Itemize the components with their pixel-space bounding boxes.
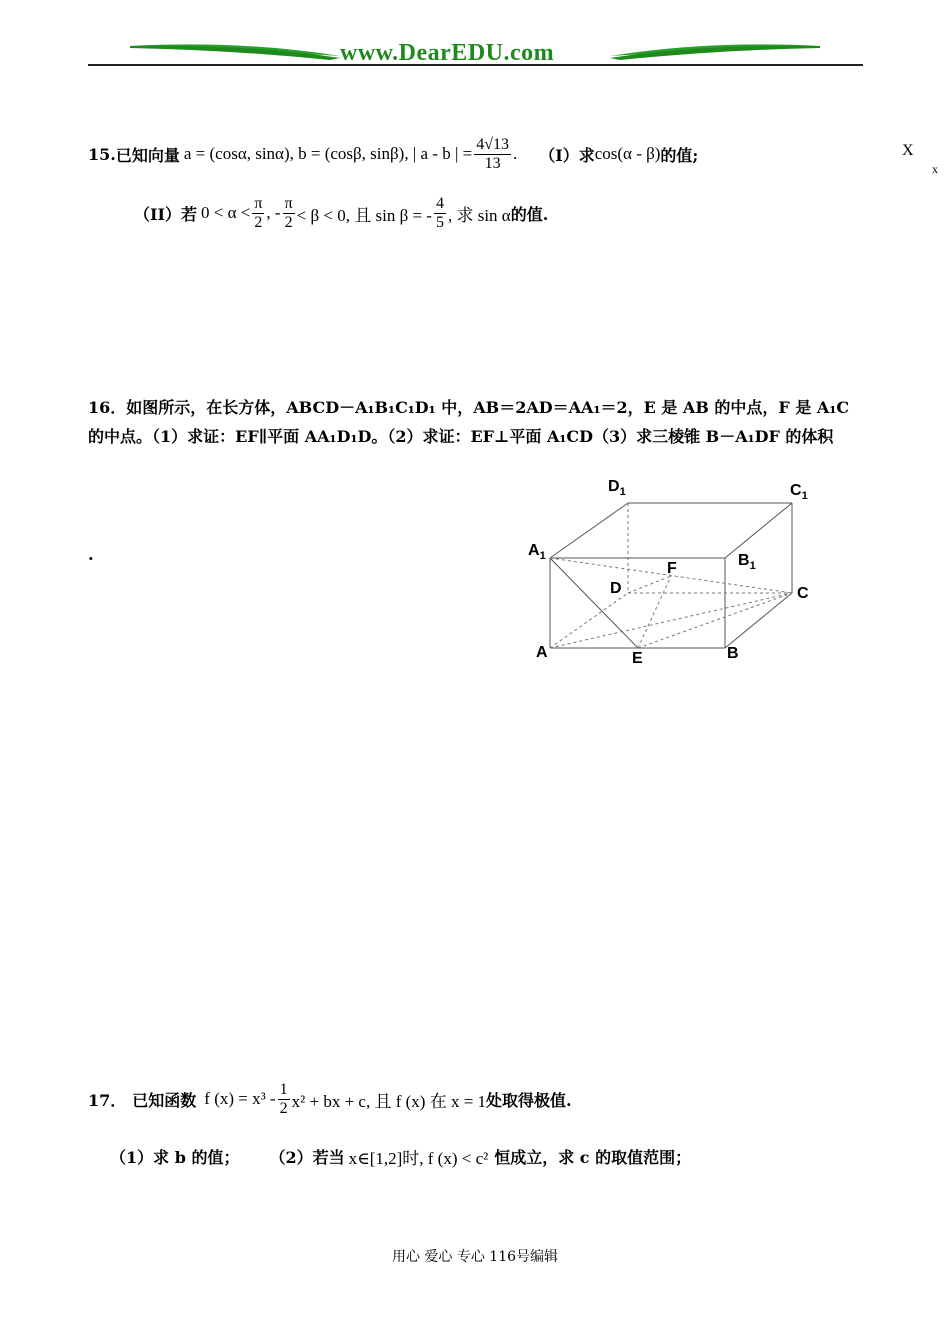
q16-line1: 16．如图所示，在长方体，ABCD－A₁B₁C₁D₁ 中，AB＝2AD＝AA₁＝2，E 是 AB 的中点，F 是 A₁C: [88, 398, 850, 417]
stray-x-upper: X: [902, 142, 914, 159]
label-sub: 1: [619, 486, 626, 499]
label-sub: 1: [801, 490, 808, 503]
label-D: D: [610, 580, 622, 597]
q17-line2: [110, 1140, 830, 1172]
q15-part2-label: （II）若: [134, 204, 197, 224]
q15-part2-expr-a: 0 < α <: [200, 203, 251, 222]
frac-den: 2: [284, 213, 293, 231]
q15-part2-expr-b: < β < 0, 且 sin β = -: [296, 205, 432, 225]
q15-number: 15.: [88, 144, 116, 164]
header-rule: [88, 64, 863, 66]
q15-period: .: [512, 144, 518, 163]
q15-part1-label: （I）求: [539, 145, 595, 165]
q17-part1: （1）求 b 的值；: [110, 1147, 240, 1167]
label-text: D: [608, 478, 620, 495]
q15-part1-expr: cos(α - β): [594, 144, 661, 163]
q17-line1: [88, 1074, 788, 1124]
frac-num: 4: [435, 194, 444, 212]
frac-num: 1: [279, 1080, 288, 1098]
q15-fraction: [474, 136, 511, 172]
q17-number: 17．: [88, 1090, 127, 1110]
q15-intro: 已知向量: [115, 145, 180, 165]
label-C1: [790, 482, 808, 502]
site-logo-text: www.DearEDU.com: [340, 40, 555, 66]
label-F: F: [667, 560, 677, 577]
q17-half: [278, 1081, 290, 1117]
label-A1: [528, 542, 546, 562]
q17-part2-label: （2）若当: [269, 1147, 345, 1167]
label-E: E: [632, 650, 643, 667]
label-sub: 1: [539, 550, 546, 563]
q16-dot: .: [88, 545, 94, 564]
label-B1: [738, 552, 756, 572]
label-text: B: [738, 552, 750, 569]
q16-line2: 的中点。（1）求证：EF∥平面 AA₁D₁D。（2）求证：EF⊥平面 A₁CD（3）求三棱锥 B－A₁DF 的体积: [88, 427, 834, 446]
frac-den: 2: [254, 213, 263, 231]
label-C: C: [797, 585, 809, 602]
page-footer: 用心 爱心 专心 116号编辑: [391, 1249, 559, 1265]
frac-den: 2: [279, 1099, 288, 1117]
q15-pi-over-2-b: [283, 195, 295, 231]
frac-num: π: [254, 194, 263, 212]
q17-expr-b: x² + bx + c, 且 f (x) 在 x = 1: [291, 1091, 487, 1111]
q15-line2: [134, 186, 854, 240]
label-D1: [608, 478, 626, 498]
q15-line1: [88, 126, 848, 182]
q15-part1-end: 的值;: [660, 145, 699, 165]
q17-part2-end: 恒成立，求 c 的取值范围；: [494, 1147, 692, 1167]
cuboid-figure: [520, 470, 820, 680]
q15-part2-end: 的值.: [510, 204, 549, 224]
stray-x-lower: x: [932, 162, 938, 176]
q17-end: 处取得极值.: [486, 1090, 572, 1110]
q15-comma-neg: , -: [266, 203, 281, 222]
label-B: B: [727, 645, 739, 662]
q15-pi-over-2-a: [252, 195, 264, 231]
q15-four-fifths: [434, 195, 446, 231]
q17-expr-a: f (x) = x³ -: [204, 1089, 276, 1108]
label-sub: 1: [749, 560, 756, 573]
label-text: A: [528, 542, 540, 559]
frac-num: π: [284, 194, 293, 212]
q17-intro: 已知函数: [132, 1090, 197, 1110]
label-text: C: [790, 482, 802, 499]
q15-vector-expr: a = (cosα, sinα), b = (cosβ, sinβ), | a - b | =: [183, 144, 473, 163]
frac-den: 5: [435, 213, 444, 231]
q15-frac-num: 4√13: [476, 135, 509, 153]
q17-part2-expr: x∈[1,2]时, f (x) < c²: [348, 1148, 489, 1168]
label-A: A: [536, 644, 548, 661]
q15-part2-expr-c: , 求 sin α: [447, 205, 511, 225]
q15-frac-den: 13: [484, 154, 501, 172]
